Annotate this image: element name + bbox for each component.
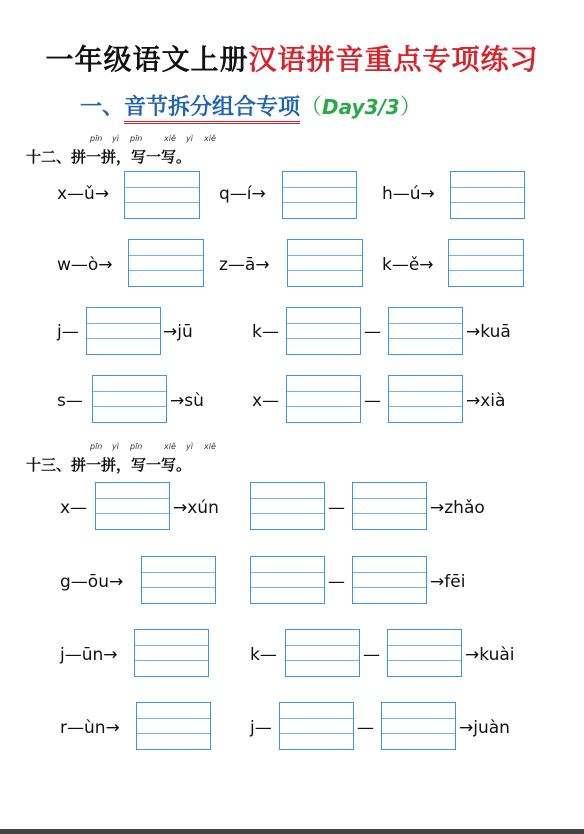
answer-box[interactable] — [141, 556, 216, 604]
exercise-label: h—ú→ — [382, 184, 435, 204]
pinyin: yì — [112, 134, 119, 143]
exercise-label: →kuā — [466, 322, 511, 342]
title-black: 一年级语文上册 — [45, 43, 249, 76]
subtitle-main: 音节拆分组合专项 — [124, 95, 300, 124]
exercise-label: x—ǔ→ — [57, 184, 110, 204]
exercise-label: — — [328, 572, 345, 592]
answer-box[interactable] — [282, 171, 357, 219]
exercise-label: j—ūn→ — [60, 645, 118, 665]
pinyin: pīn — [130, 134, 143, 143]
answer-box[interactable] — [128, 239, 204, 287]
subtitle-open: （ — [300, 95, 323, 120]
exercise-label: →kuài — [465, 645, 515, 665]
exercise-label: x— — [252, 391, 280, 411]
exercise-label: — — [357, 718, 374, 738]
exercise-label: k—ě→ — [382, 255, 434, 275]
answer-box[interactable] — [381, 702, 456, 750]
exercise-label: →sù — [170, 391, 204, 411]
answer-box[interactable] — [448, 239, 524, 287]
page-subtitle — [80, 90, 422, 121]
section-12-heading — [26, 134, 216, 167]
pinyin: xiě — [204, 134, 216, 143]
answer-box[interactable] — [352, 482, 427, 530]
answer-box[interactable] — [287, 239, 363, 287]
exercise-label: s— — [57, 391, 83, 411]
answer-box[interactable] — [286, 307, 361, 355]
exercise-label: z—ā→ — [219, 255, 270, 275]
answer-box[interactable] — [124, 171, 200, 219]
pinyin: pīn — [90, 134, 103, 143]
exercise-label: j— — [250, 718, 272, 738]
answer-box[interactable] — [450, 171, 525, 219]
title-red: 汉语拼音重点专项练习 — [248, 43, 539, 76]
pinyin: yì — [186, 442, 193, 451]
pinyin: xiě — [204, 442, 216, 451]
section-12-label: 十二、拼一拼，写一写。 — [26, 148, 192, 166]
exercise-label: q—í→ — [219, 184, 266, 204]
pinyin: yì — [186, 134, 193, 143]
exercise-label: →jū — [163, 322, 193, 342]
subtitle-day: Day3/3 — [322, 95, 400, 119]
answer-box[interactable] — [136, 702, 211, 750]
exercise-label: →xún — [173, 498, 219, 518]
pinyin: pīn — [90, 442, 103, 451]
exercise-label: w—ò→ — [57, 255, 113, 275]
exercise-label: k— — [250, 645, 277, 665]
page-title — [0, 38, 584, 78]
exercise-label: — — [364, 391, 381, 411]
answer-box[interactable] — [95, 482, 170, 530]
answer-box[interactable] — [352, 556, 427, 604]
section-13-label: 十三、拼一拼，写一写。 — [26, 456, 192, 474]
answer-box[interactable] — [92, 375, 167, 423]
answer-box[interactable] — [285, 629, 360, 677]
answer-box[interactable] — [388, 307, 463, 355]
exercise-label: — — [363, 645, 380, 665]
subtitle-close: ） — [399, 95, 422, 120]
pinyin: xiě — [164, 442, 176, 451]
exercise-label: g—ōu→ — [60, 572, 124, 592]
exercise-label: — — [364, 322, 381, 342]
answer-box[interactable] — [250, 482, 325, 530]
pinyin: pīn — [130, 442, 143, 451]
exercise-label: r—ùn→ — [60, 718, 120, 738]
pinyin: yì — [112, 442, 119, 451]
exercise-label: — — [328, 498, 345, 518]
exercise-label: →juàn — [459, 718, 510, 738]
answer-box[interactable] — [250, 556, 325, 604]
bottom-edge — [0, 829, 584, 834]
exercise-label: →xià — [466, 391, 506, 411]
exercise-label: →zhǎo — [430, 498, 485, 518]
exercise-label: →fēi — [430, 572, 466, 592]
answer-box[interactable] — [279, 702, 354, 750]
subtitle-prefix: 一、 — [80, 95, 125, 120]
answer-box[interactable] — [86, 307, 161, 355]
exercise-label: k— — [252, 322, 279, 342]
answer-box[interactable] — [286, 375, 361, 423]
section-13-heading — [26, 442, 216, 475]
pinyin: xiě — [164, 134, 176, 143]
exercise-label: j— — [57, 322, 79, 342]
answer-box[interactable] — [134, 629, 209, 677]
exercise-label: x— — [60, 498, 88, 518]
answer-box[interactable] — [388, 375, 463, 423]
answer-box[interactable] — [387, 629, 462, 677]
